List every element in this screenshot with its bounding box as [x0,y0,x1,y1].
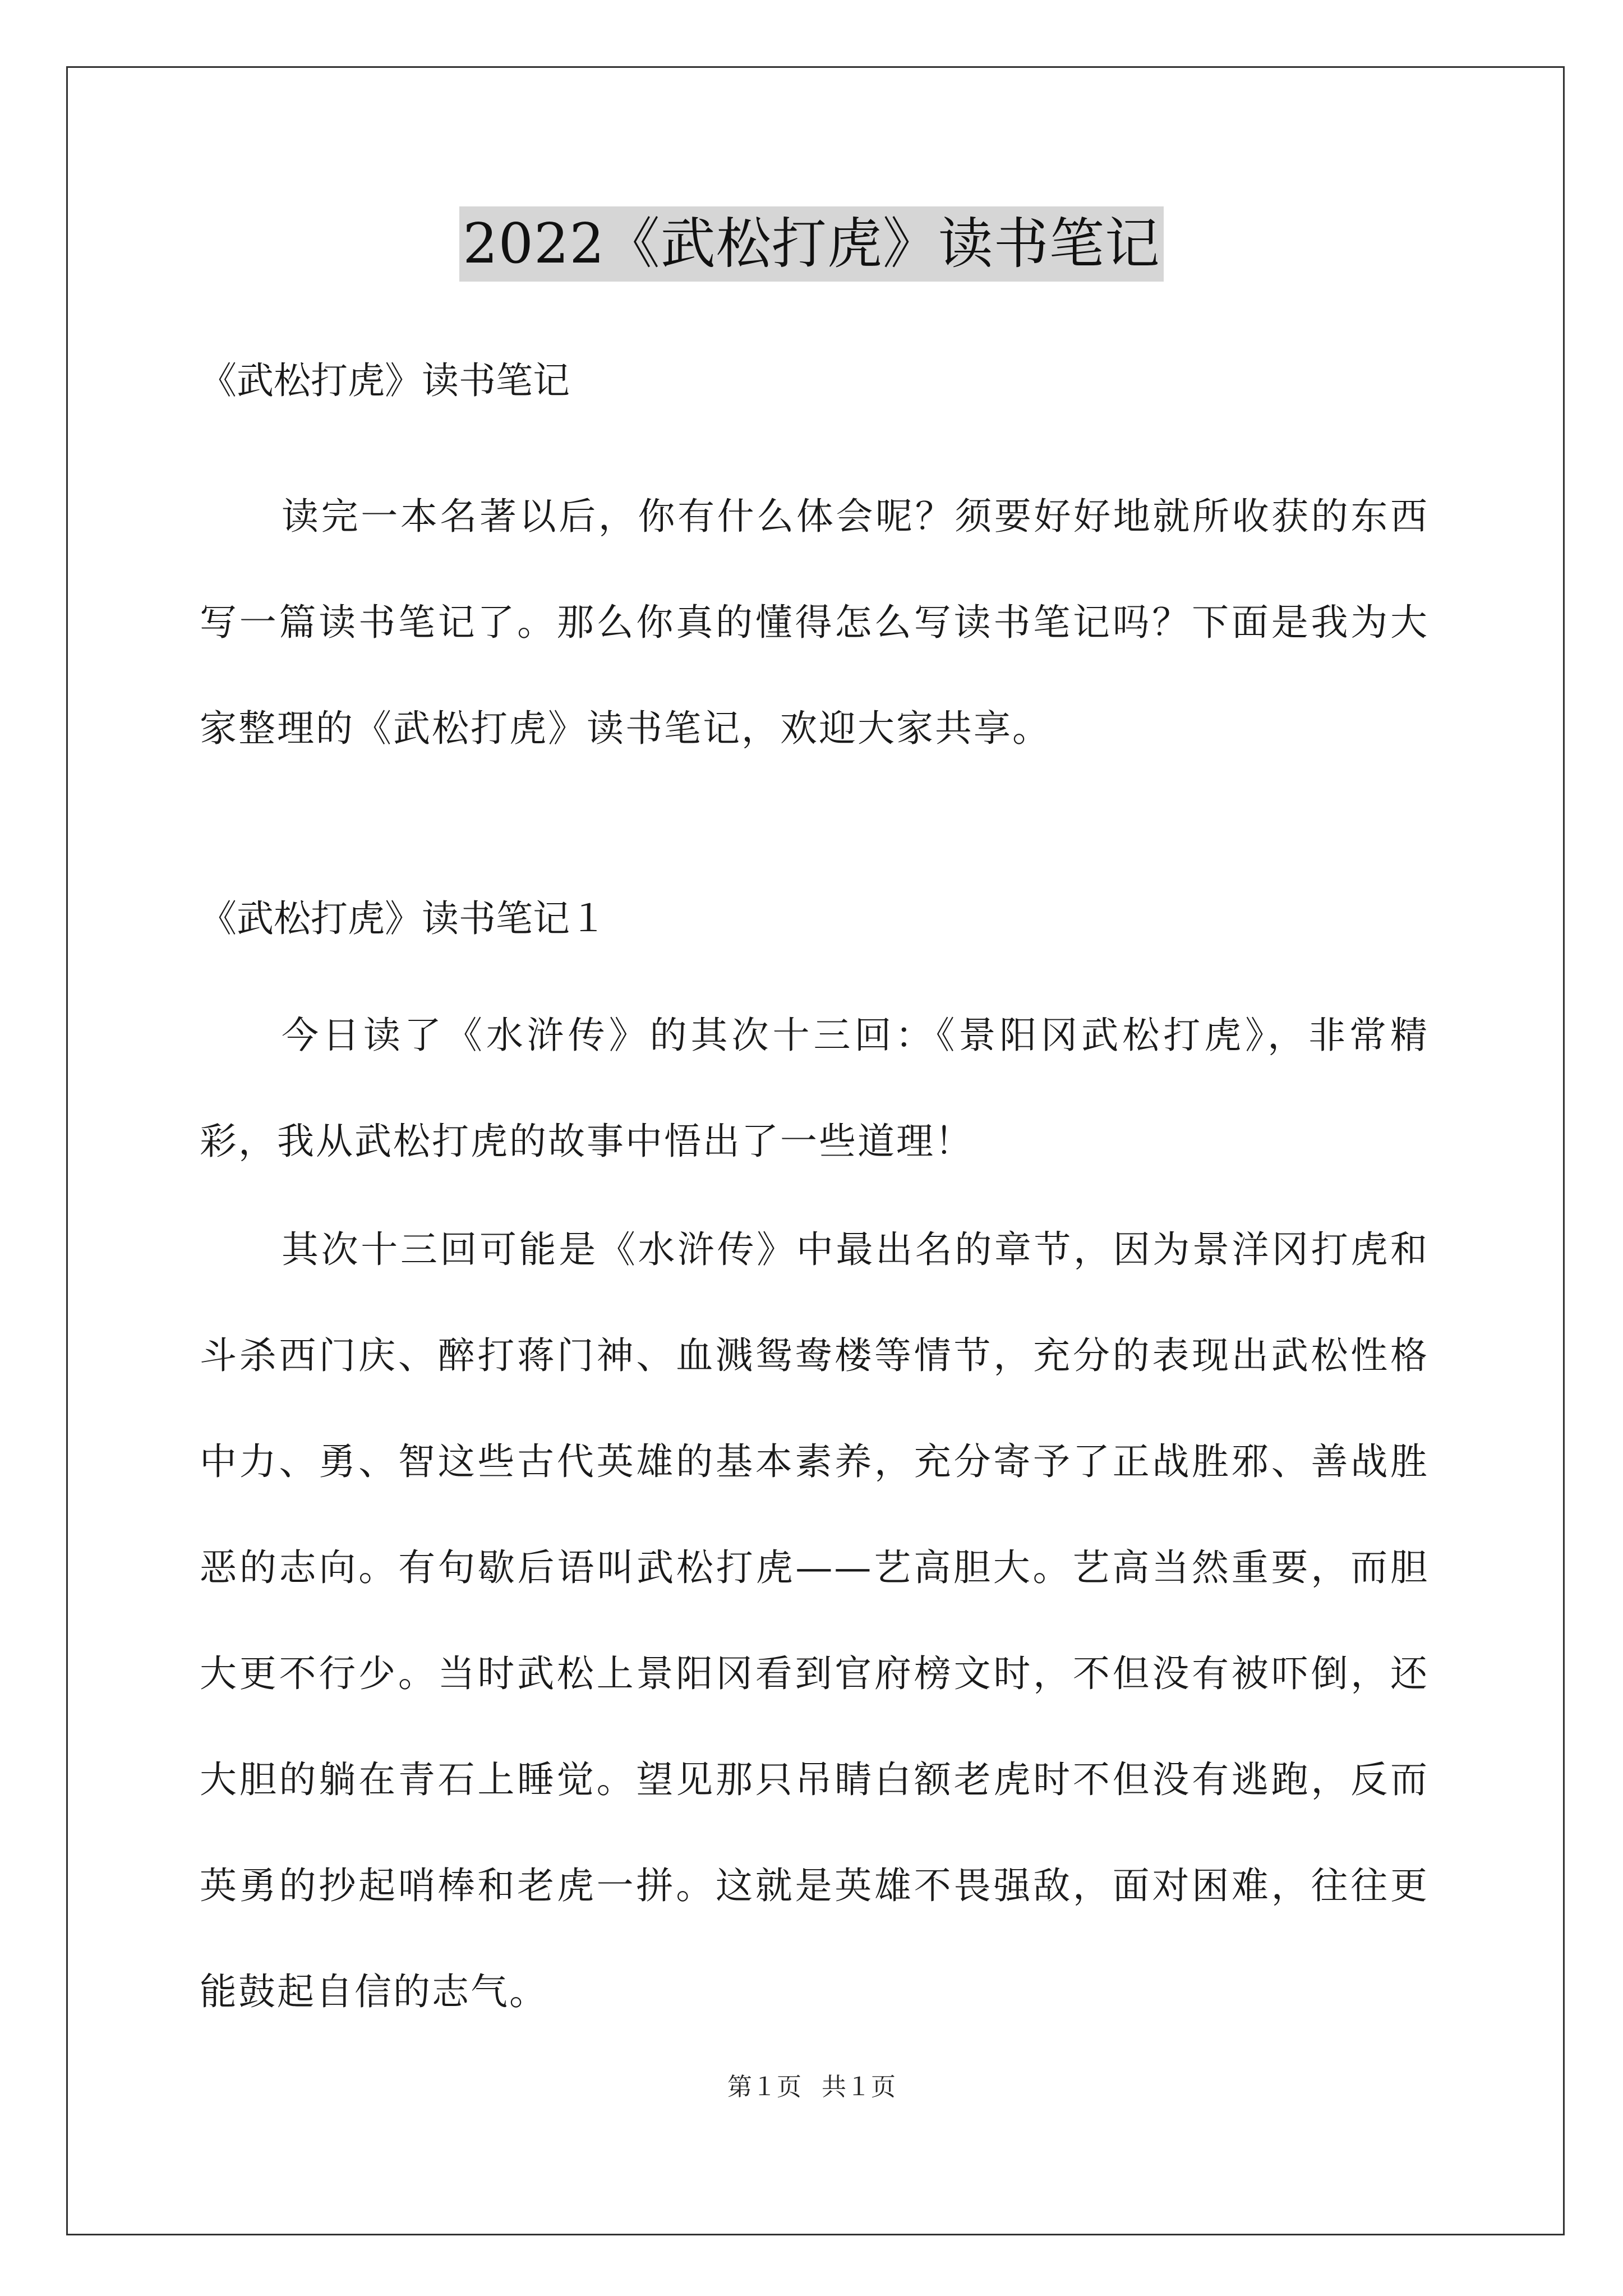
body-paragraph: 其次十三回可能是《水浒传》中最出名的章节，因为景洋冈打虎和斗杀西门庆、醉打蒋门神、血溅鸳鸯楼等情节，充分的表现出武松性格中力、勇、智这些古代英雄的基本素养，充分寄予了正战胜邪、善战胜恶的志向。有句歇后语叫武松打虎——艺高胆大。艺高当然重要，而胆大更不行少。当时武松上景阳冈看到官府榜文时，不但没有被吓倒，还大胆的躺在青石上睡觉。望见那只吊睛白额老虎时不但没有逃跑，反而英勇的抄起哨棒和老虎一拼。这就是英雄不畏强敌，面对困难，往往更能鼓起自信的志气。 [200,1228,1429,2013]
section-subtitle: 《武松打虎》读书笔记 [200,359,570,402]
intro-paragraph: 读完一本名著以后，你有什么体会呢？须要好好地就所收获的东西写一篇读书笔记了。那么你真的懂得怎么写读书笔记吗？下面是我为大家整理的《武松打虎》读书笔记，欢迎大家共享。 [200,495,1429,750]
body-paragraph: 今日读了《水浒传》的其次十三回：《景阳冈武松打虎》，非常精彩，我从武松打虎的故事中悟出了一些道理！ [200,1014,1429,1163]
page-total: 共１页 [822,2073,896,2101]
title-container [0,206,1623,282]
page-footer [0,2067,1623,2102]
document-body [200,343,1429,2045]
section-subtitle: 《武松打虎》读书笔记１ [200,897,607,940]
page-number: 第１页 [727,2073,801,2101]
document-title: 2022《武松打虎》读书笔记 [459,206,1163,282]
